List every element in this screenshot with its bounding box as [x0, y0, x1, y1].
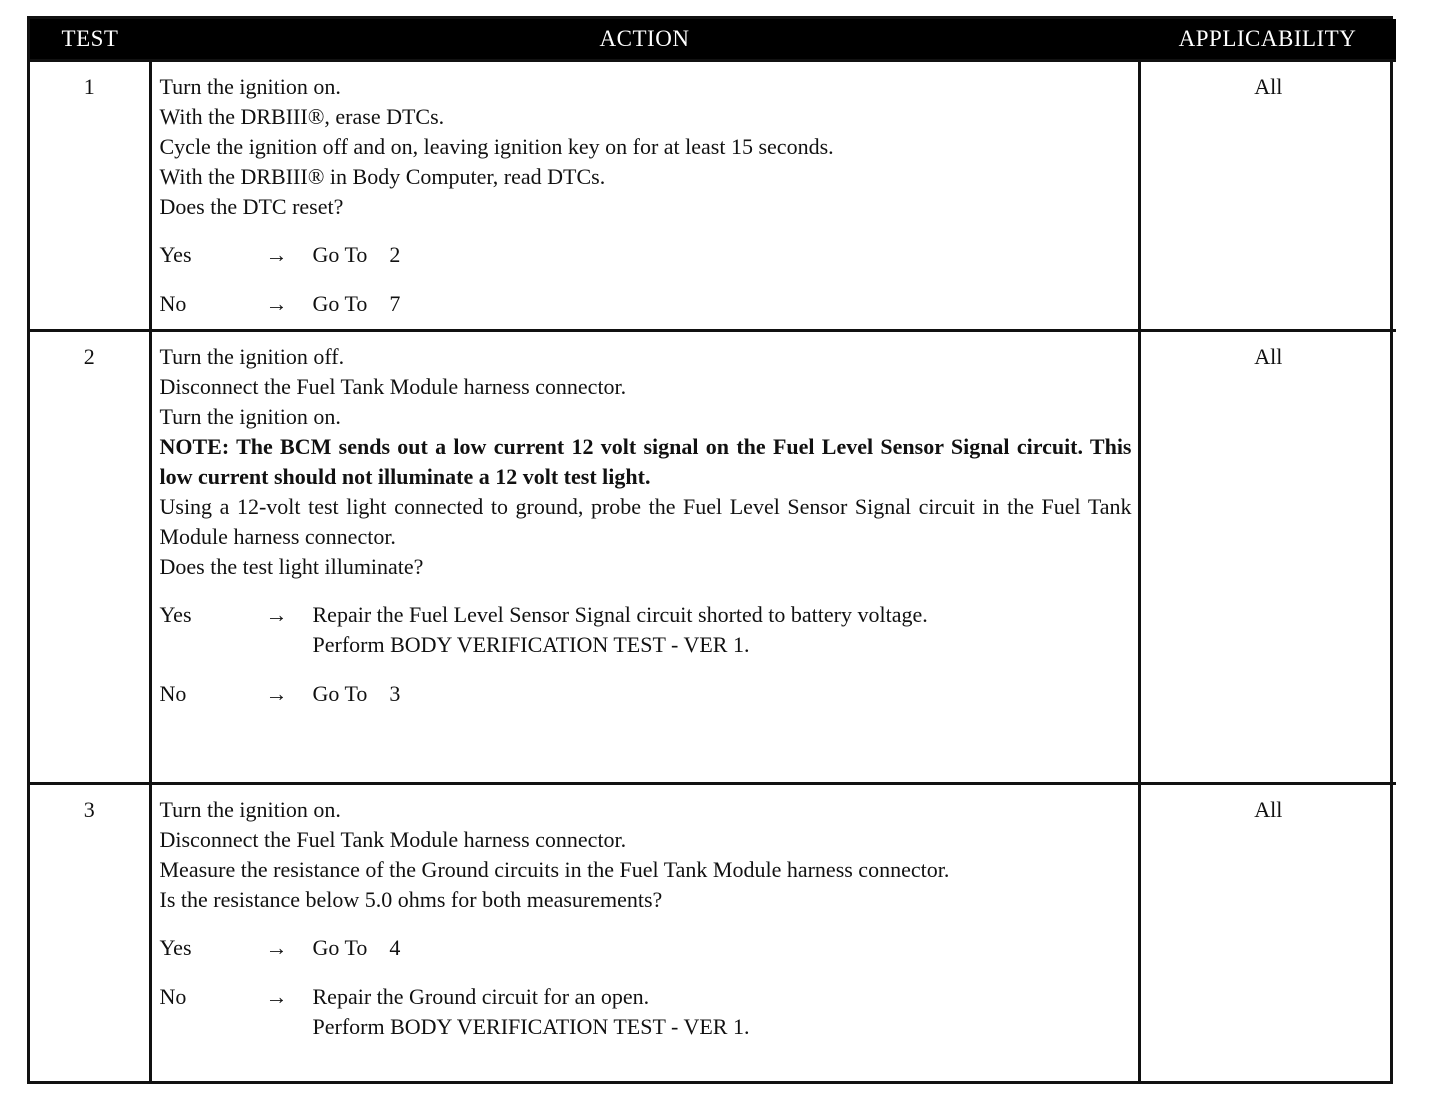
answer-yes [160, 933, 1132, 963]
answer-label: Yes [159, 242, 192, 267]
goto-label: Go To [312, 242, 368, 267]
answer-result [313, 600, 1132, 660]
answer-result [313, 982, 1132, 1042]
answer-no [160, 289, 1132, 319]
action-line: Is the resistance below 5.0 ohms for both measurements? [159, 887, 663, 912]
answer-list [160, 933, 1132, 1042]
note-text: NOTE: The BCM sends out a low current 12 volt signal on the Fuel Level Sensor Signal circuit. This low current should not illuminate a 12 volt test light. [159, 434, 1132, 489]
answer-label: No [159, 681, 187, 706]
test-action [150, 61, 1139, 331]
goto-number: 4 [389, 935, 401, 960]
arrow-icon: → [265, 935, 288, 960]
arrow-icon: → [265, 291, 288, 316]
applicability: All [1139, 331, 1396, 784]
header-action: ACTION [150, 19, 1139, 61]
answer-result [313, 679, 1132, 709]
goto-label: Go To [312, 291, 368, 316]
test-number: 3 [30, 784, 150, 1082]
goto-number: 3 [389, 681, 401, 706]
action-line: Disconnect the Fuel Tank Module harness connector. [159, 827, 627, 852]
action-line: Turn the ignition on. [159, 74, 341, 99]
test-number: 2 [30, 331, 150, 784]
action-line: With the DRBIII® in Body Computer, read DTCs. [159, 164, 606, 189]
test-table [30, 19, 1396, 1081]
table-row [30, 784, 1396, 1082]
action-line: Measure the resistance of the Ground circuits in the Fuel Tank Module harness connector. [159, 857, 950, 882]
goto-label: Go To [312, 681, 368, 706]
action-line: Turn the ignition on. [159, 404, 341, 429]
answer-result [313, 289, 1132, 319]
answer-text: Repair the Ground circuit for an open. [312, 984, 650, 1009]
test-action [150, 331, 1139, 784]
table-header-row [30, 19, 1396, 61]
answer-yes [160, 600, 1132, 660]
answer-no [160, 679, 1132, 709]
table-row [30, 61, 1396, 331]
header-applicability: APPLICABILITY [1139, 19, 1396, 61]
answer-text: Repair the Fuel Level Sensor Signal circuit shorted to battery voltage. [312, 602, 928, 627]
answer-result [313, 933, 1132, 963]
answer-text: Perform BODY VERIFICATION TEST - VER 1. [312, 632, 750, 657]
action-line: Disconnect the Fuel Tank Module harness connector. [159, 374, 627, 399]
applicability: All [1139, 61, 1396, 331]
answer-label: Yes [159, 602, 192, 627]
goto-label: Go To [312, 935, 368, 960]
answer-result [313, 240, 1132, 270]
answer-list [160, 600, 1132, 709]
answer-label: No [159, 984, 187, 1009]
goto-number: 7 [389, 291, 401, 316]
action-line: Cycle the ignition off and on, leaving ignition key on for at least 15 seconds. [159, 134, 834, 159]
answer-no [160, 982, 1132, 1042]
diagnostic-test-table [27, 16, 1393, 1084]
arrow-icon: → [265, 602, 288, 627]
action-line: Turn the ignition off. [159, 344, 345, 369]
test-action [150, 784, 1139, 1082]
answer-list [160, 240, 1132, 319]
action-line: Does the test light illuminate? [159, 554, 424, 579]
arrow-icon: → [265, 681, 288, 706]
action-line: Using a 12-volt test light connected to ground, probe the Fuel Level Sensor Signal circuit in the Fuel Tank Module harness connector. [159, 494, 1132, 549]
action-line: Turn the ignition on. [159, 797, 341, 822]
answer-label: No [159, 291, 187, 316]
answer-text: Perform BODY VERIFICATION TEST - VER 1. [312, 1014, 750, 1039]
action-line: With the DRBIII®, erase DTCs. [159, 104, 445, 129]
answer-yes [160, 240, 1132, 270]
applicability: All [1139, 784, 1396, 1082]
goto-number: 2 [389, 242, 401, 267]
table-row [30, 331, 1396, 784]
arrow-icon: → [265, 984, 288, 1009]
answer-label: Yes [159, 935, 192, 960]
arrow-icon: → [265, 242, 288, 267]
header-test: TEST [30, 19, 150, 61]
test-number: 1 [30, 61, 150, 331]
action-line: Does the DTC reset? [159, 194, 344, 219]
